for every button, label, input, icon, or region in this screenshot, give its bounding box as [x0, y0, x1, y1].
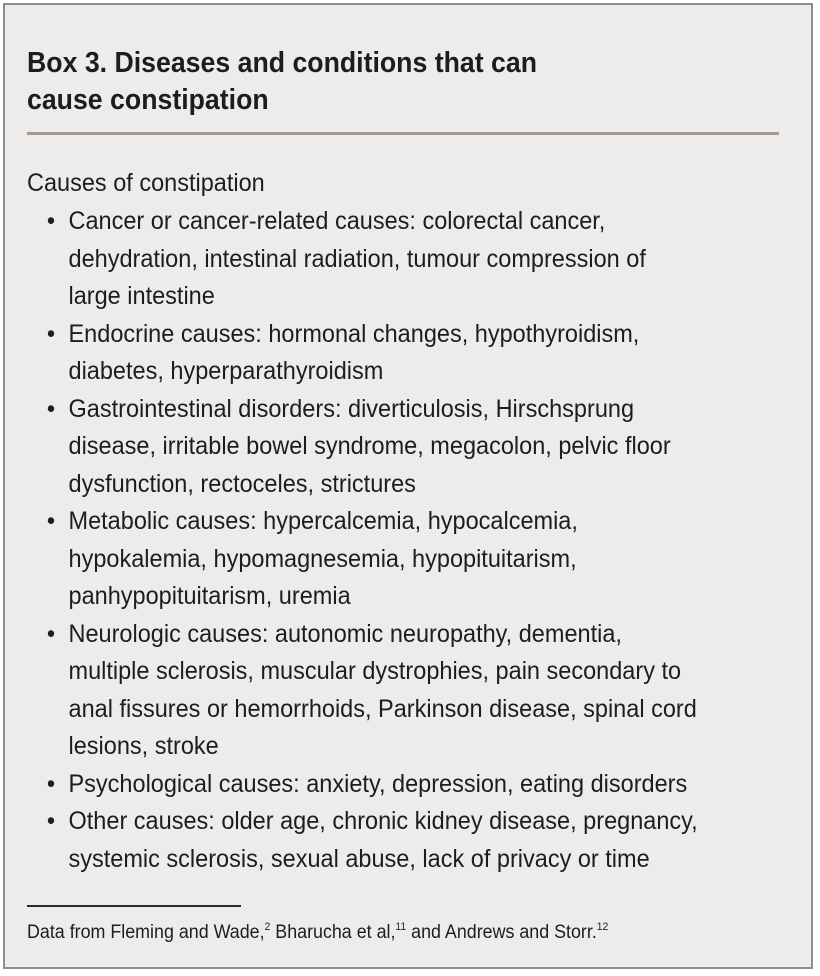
- bullet-icon: •: [46, 619, 56, 648]
- list-item-gastrointestinal: [45, 391, 797, 504]
- footnote-text: Bharucha et al,: [270, 922, 396, 943]
- list-item-line: Metabolic causes: hypercalcemia, hypocalcemia,: [68, 507, 578, 535]
- list-item-other: [45, 803, 797, 878]
- list-item-line: hypokalemia, hypomagnesemia, hypopituitarism,: [68, 544, 577, 573]
- footnote-text: and Andrews and Storr.: [406, 922, 597, 943]
- list-item-neurologic: [45, 616, 797, 766]
- list-item-line: anal fissures or hemorrhoids, Parkinson disease, spinal cord: [68, 694, 697, 723]
- list-item-line: dehydration, intestinal radiation, tumour compression of: [68, 244, 646, 273]
- cause-list: [45, 203, 797, 878]
- bullet-icon: •: [46, 769, 56, 798]
- list-item-line: Gastrointestinal disorders: diverticulosis, Hirschsprung: [68, 394, 635, 423]
- footnote-ref: 12: [596, 921, 609, 933]
- list-item-line: Neurologic causes: autonomic neuropathy, dementia,: [68, 619, 622, 648]
- list-item-line: disease, irritable bowel syndrome, megacolon, pelvic floor: [68, 432, 671, 460]
- box-title: [27, 45, 708, 119]
- footnote: [27, 920, 608, 946]
- list-item-endocrine: [45, 316, 797, 391]
- footnote-divider: [27, 905, 241, 907]
- list-item-line: Endocrine causes: hormonal changes, hypothyroidism,: [68, 319, 640, 348]
- list-item-psychological: [45, 766, 797, 804]
- info-box: [3, 3, 813, 969]
- list-item-line: large intestine: [68, 282, 215, 310]
- box-title-line-1: Box 3. Diseases and conditions that can: [27, 47, 538, 79]
- list-item-line: Psychological causes: anxiety, depression, eating disorders: [68, 769, 688, 798]
- bullet-icon: •: [46, 507, 56, 535]
- list-item-line: Cancer or cancer-related causes: colorectal cancer,: [68, 207, 606, 235]
- list-item-line: panhypopituitarism, uremia: [68, 582, 351, 610]
- list-item-line: Other causes: older age, chronic kidney disease, pregnancy,: [68, 807, 698, 835]
- footnote-text: Data from Fleming and Wade,: [27, 922, 265, 943]
- list-item-line: dysfunction, rectoceles, strictures: [68, 469, 416, 498]
- bullet-icon: •: [46, 394, 56, 423]
- list-item-line: systemic sclerosis, sexual abuse, lack of privacy or time: [68, 844, 650, 873]
- bullet-icon: •: [46, 207, 56, 235]
- list-item-line: diabetes, hyperparathyroidism: [68, 357, 384, 385]
- box-title-line-2: cause constipation: [27, 84, 269, 116]
- section-heading: Causes of constipation: [27, 169, 265, 197]
- bullet-icon: •: [46, 807, 56, 835]
- footnote-ref: 11: [395, 921, 407, 933]
- bullet-icon: •: [46, 319, 56, 348]
- list-item-metabolic: [45, 503, 797, 616]
- footnote-ref: 2: [264, 921, 271, 933]
- list-item-line: multiple sclerosis, muscular dystrophies, pain secondary to: [68, 657, 682, 685]
- list-item-cancer: [45, 203, 797, 316]
- title-divider: [27, 132, 779, 135]
- list-item-line: lesions, stroke: [68, 732, 219, 760]
